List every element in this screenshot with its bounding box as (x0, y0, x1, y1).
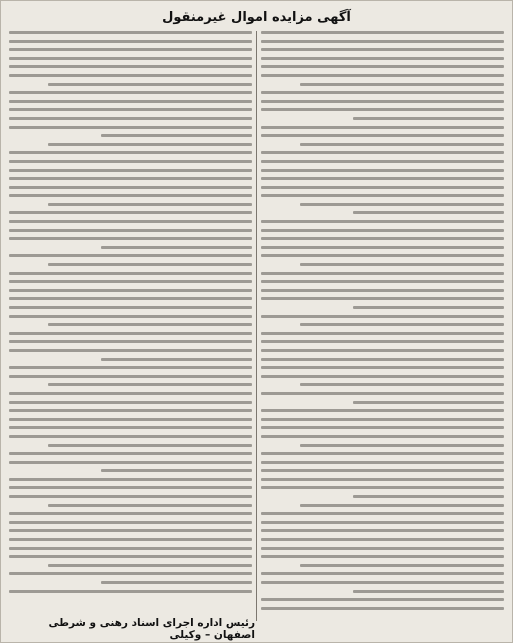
illegible-text-line (9, 211, 252, 214)
illegible-text-line (9, 297, 252, 300)
illegible-text-line (9, 529, 252, 532)
illegible-text-line (261, 521, 504, 524)
illegible-text-line (9, 229, 252, 232)
illegible-text-line (261, 151, 504, 154)
illegible-text-line (261, 315, 504, 318)
illegible-text-line (9, 280, 252, 283)
illegible-text-line (9, 48, 252, 51)
illegible-text-line (9, 91, 252, 94)
illegible-text-line (9, 65, 252, 68)
illegible-text-line (9, 555, 252, 558)
illegible-text-line (9, 572, 252, 575)
illegible-text-line (261, 254, 504, 257)
illegible-text-line (48, 444, 252, 447)
illegible-text-line (300, 323, 504, 326)
illegible-text-line (353, 495, 504, 498)
illegible-text-line (261, 31, 504, 34)
illegible-text-line (261, 358, 504, 361)
illegible-text-line (261, 555, 504, 558)
illegible-text-line (261, 246, 504, 249)
illegible-text-line (300, 83, 504, 86)
illegible-text-line (9, 538, 252, 541)
illegible-text-line (261, 340, 504, 343)
illegible-text-line (9, 74, 252, 77)
illegible-text-line (261, 332, 504, 335)
illegible-text-line (9, 194, 252, 197)
illegible-text-line (9, 547, 252, 550)
illegible-text-line (261, 392, 504, 395)
illegible-text-line (261, 469, 504, 472)
illegible-text-line (353, 401, 504, 404)
notice-columns (9, 31, 504, 621)
illegible-text-line (48, 383, 252, 386)
illegible-text-line (261, 366, 504, 369)
illegible-text-line (261, 297, 504, 300)
illegible-text-line (261, 177, 504, 180)
illegible-text-line (261, 486, 504, 489)
illegible-text-line (353, 306, 504, 309)
illegible-text-line (261, 607, 504, 610)
illegible-text-line (9, 349, 252, 352)
illegible-text-line (9, 461, 252, 464)
illegible-text-line (9, 435, 252, 438)
illegible-text-line (48, 143, 252, 146)
illegible-text-line (300, 143, 504, 146)
illegible-text-line (261, 280, 504, 283)
illegible-text-line (48, 203, 252, 206)
illegible-text-line (261, 134, 504, 137)
notice-footer (9, 617, 255, 641)
illegible-text-line (261, 91, 504, 94)
illegible-text-line (261, 40, 504, 43)
illegible-text-line (9, 426, 252, 429)
illegible-text-line (9, 375, 252, 378)
illegible-text-line (353, 117, 504, 120)
column-divider (256, 31, 257, 621)
notice-title: آگهی مزایده اموال غیرمنقول (162, 9, 351, 25)
illegible-text-line (9, 151, 252, 154)
illegible-text-line (9, 452, 252, 455)
illegible-text-line (9, 392, 252, 395)
illegible-text-line (300, 383, 504, 386)
illegible-text-line (261, 375, 504, 378)
illegible-text-line (9, 495, 252, 498)
illegible-text-line (261, 229, 504, 232)
left-column-text (9, 31, 252, 621)
illegible-text-line (9, 366, 252, 369)
illegible-text-line (261, 74, 504, 77)
illegible-text-line (300, 444, 504, 447)
illegible-text-line (261, 126, 504, 129)
illegible-text-line (353, 211, 504, 214)
illegible-text-line (261, 581, 504, 584)
illegible-text-line (9, 254, 252, 257)
illegible-text-line (9, 340, 252, 343)
illegible-text-line (48, 504, 252, 507)
illegible-text-line (300, 203, 504, 206)
illegible-text-line (48, 564, 252, 567)
illegible-text-line (261, 57, 504, 60)
illegible-text-line (9, 237, 252, 240)
illegible-text-line (48, 263, 252, 266)
illegible-text-line (261, 65, 504, 68)
illegible-text-line (261, 194, 504, 197)
illegible-text-line (261, 426, 504, 429)
illegible-text-line (9, 126, 252, 129)
illegible-text-line (261, 409, 504, 412)
illegible-text-line (261, 478, 504, 481)
illegible-text-line (9, 160, 252, 163)
notice-signature: رئیس اداره اجرای اسناد رهنی و شرطی اصفهان – وکیلی (48, 617, 255, 641)
illegible-text-line (101, 246, 252, 249)
illegible-text-line (9, 186, 252, 189)
illegible-text-line (101, 581, 252, 584)
illegible-text-line (261, 547, 504, 550)
right-column-text (261, 31, 504, 621)
illegible-text-line (9, 57, 252, 60)
illegible-text-line (9, 117, 252, 120)
illegible-text-line (353, 590, 504, 593)
illegible-text-line (261, 461, 504, 464)
illegible-text-line (9, 220, 252, 223)
illegible-text-line (261, 237, 504, 240)
illegible-text-line (261, 572, 504, 575)
illegible-text-line (9, 418, 252, 421)
illegible-text-line (261, 100, 504, 103)
illegible-text-line (261, 220, 504, 223)
illegible-text-line (9, 590, 252, 593)
illegible-text-line (9, 177, 252, 180)
illegible-text-line (261, 512, 504, 515)
illegible-text-line (261, 160, 504, 163)
illegible-text-line (261, 529, 504, 532)
illegible-text-line (9, 31, 252, 34)
illegible-text-line (261, 598, 504, 601)
illegible-text-line (261, 169, 504, 172)
illegible-text-line (261, 349, 504, 352)
illegible-text-line (261, 538, 504, 541)
illegible-text-line (261, 435, 504, 438)
illegible-text-line (48, 323, 252, 326)
illegible-text-line (101, 469, 252, 472)
illegible-text-line (9, 108, 252, 111)
illegible-text-line (9, 315, 252, 318)
illegible-text-line (261, 48, 504, 51)
illegible-text-line (261, 272, 504, 275)
illegible-text-line (9, 332, 252, 335)
illegible-text-line (261, 186, 504, 189)
illegible-text-line (9, 486, 252, 489)
illegible-text-line (9, 289, 252, 292)
illegible-text-line (300, 504, 504, 507)
illegible-text-line (101, 358, 252, 361)
illegible-text-line (300, 564, 504, 567)
illegible-text-line (261, 452, 504, 455)
illegible-text-line (9, 169, 252, 172)
illegible-text-line (9, 272, 252, 275)
illegible-text-line (9, 100, 252, 103)
notice-header (9, 7, 504, 27)
illegible-text-line (48, 83, 252, 86)
illegible-text-line (261, 289, 504, 292)
illegible-text-line (9, 409, 252, 412)
illegible-text-line (9, 40, 252, 43)
illegible-text-line (300, 263, 504, 266)
illegible-text-line (9, 478, 252, 481)
illegible-text-line (261, 108, 504, 111)
illegible-text-line (9, 306, 252, 309)
illegible-text-line (101, 134, 252, 137)
illegible-text-line (9, 401, 252, 404)
illegible-text-line (9, 521, 252, 524)
illegible-text-line (261, 418, 504, 421)
illegible-text-line (9, 512, 252, 515)
